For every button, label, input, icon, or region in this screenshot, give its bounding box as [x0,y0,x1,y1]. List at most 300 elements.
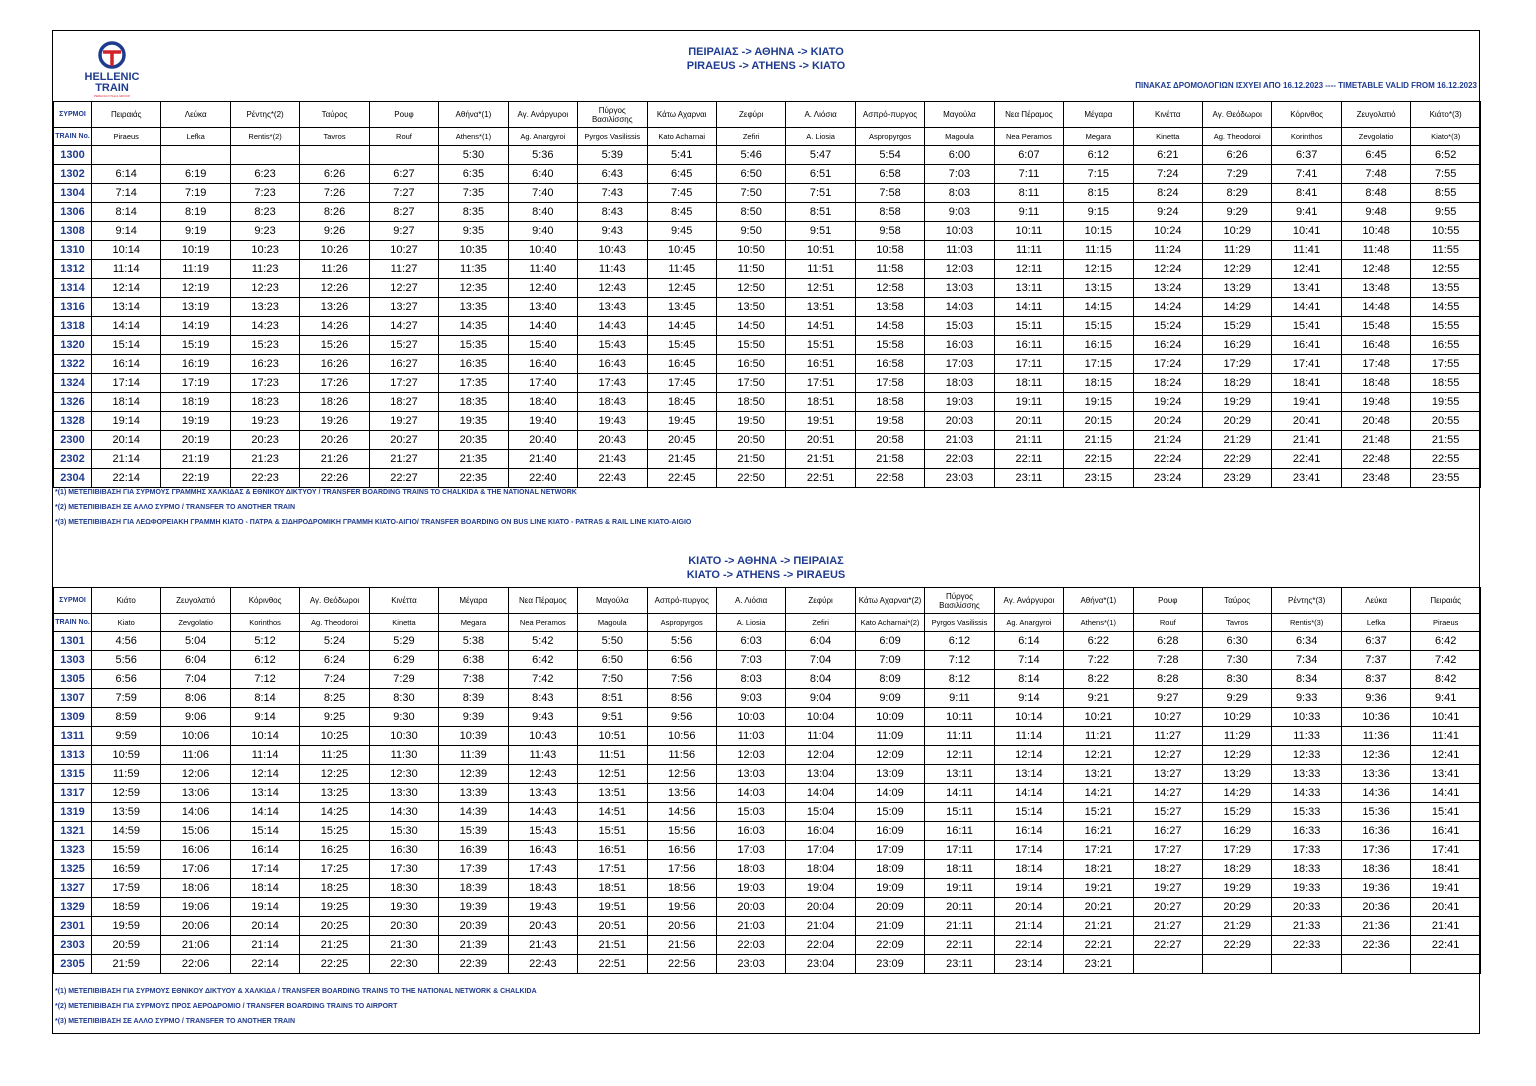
train-number: 2301 [54,917,92,936]
departure-time: 16:14 [92,355,161,374]
departure-time: 19:48 [1341,393,1410,412]
table2-title-gr: ΚΙΑΤΟ -> ΑΘΗΝΑ -> ΠΕΙΡΑΙΑΣ [688,555,844,567]
station-header-greek: Αγ. Θεόδωροι [1203,102,1272,128]
departure-time: 5:42 [508,632,577,651]
departure-time: 18:48 [1341,374,1410,393]
station-header-latin: Pyrgos Vasilissis [578,128,647,146]
departure-time: 17:55 [1411,355,1481,374]
departure-time: 20:24 [1133,412,1202,431]
departure-time: 7:03 [716,651,785,670]
departure-time: 9:26 [300,222,369,241]
departure-time: 14:41 [1411,784,1481,803]
departure-time: 13:39 [439,784,508,803]
table-row [54,165,1481,184]
departure-time: 10:51 [786,241,855,260]
departure-time: 7:04 [161,670,230,689]
departure-time: 17:59 [92,879,161,898]
departure-time: 6:35 [439,165,508,184]
departure-time: 6:38 [439,651,508,670]
station-header-greek: Ρέντης*(3) [1272,588,1341,614]
table-row [54,317,1481,336]
table-row [54,898,1481,917]
departure-time: 8:15 [1064,184,1133,203]
departure-time: 13:51 [786,298,855,317]
departure-time: 10:43 [578,241,647,260]
departure-time: 22:55 [1411,450,1481,469]
station-header-latin: Magoula [578,614,647,632]
departure-time: 5:24 [300,632,369,651]
departure-time: 9:03 [925,203,994,222]
departure-time: 16:36 [1341,822,1410,841]
departure-time: 18:14 [230,879,299,898]
departure-time: 6:12 [1064,146,1133,165]
departure-time: 15:27 [1133,803,1202,822]
departure-time: 12:59 [92,784,161,803]
departure-time: 16:43 [578,355,647,374]
departure-time: 13:04 [786,765,855,784]
departure-time: 15:55 [1411,317,1481,336]
train-number: 1312 [54,260,92,279]
departure-time: 13:45 [647,298,716,317]
departure-time: 12:19 [161,279,230,298]
departure-time: 10:21 [1064,708,1133,727]
departure-time: 15:51 [786,336,855,355]
departure-time: 15:04 [786,803,855,822]
departure-time: 20:41 [1272,412,1341,431]
departure-time: 18:03 [716,860,785,879]
departure-time: 10:29 [1203,708,1272,727]
station-header-greek: Ρέντης*(2) [230,102,299,128]
departure-time: 19:30 [369,898,438,917]
departure-time: 18:51 [786,393,855,412]
departure-time: 22:48 [1341,450,1410,469]
departure-time: 10:51 [578,727,647,746]
departure-time: 11:14 [92,260,161,279]
departure-time: 21:26 [300,450,369,469]
station-header-latin: Aspropyrgos [647,614,716,632]
departure-time: 13:26 [300,298,369,317]
departure-time: 19:15 [1064,393,1133,412]
departure-time: 15:30 [369,822,438,841]
departure-time: 16:55 [1411,336,1481,355]
departure-time: 22:03 [716,936,785,955]
departure-time: 16:51 [578,841,647,860]
departure-time: 21:35 [439,450,508,469]
departure-time: 16:29 [1203,822,1272,841]
departure-time: 6:34 [1272,632,1341,651]
departure-time: 7:58 [855,184,924,203]
table-row [54,822,1481,841]
footnote: *(2) ΜΕΤΕΠΙΒΙΒΑΣΗ ΓΙΑ ΣΥΡΜΟΥΣ ΠΡΟΣ ΑΕΡΟΔΡΟΜΙΟ / TRANSFER BOARDING TRAINS TO AIRPORT [55,1003,398,1010]
departure-time: 7:51 [786,184,855,203]
departure-time: 13:21 [1064,765,1133,784]
departure-time: 19:14 [230,898,299,917]
departure-time: 15:03 [925,317,994,336]
departure-time: 10:45 [647,241,716,260]
departure-time: 14:36 [1341,784,1410,803]
departure-time: 6:12 [230,651,299,670]
logo-tagline: PERHOLD ITALIA GROUP [94,94,130,98]
station-header-greek: Λεύκα [1341,588,1410,614]
table-row [54,374,1481,393]
departure-time: 22:26 [300,469,369,488]
station-header-greek: Ρουφ [1133,588,1202,614]
departure-time: 6:56 [647,651,716,670]
station-header-greek: Νεα Πέραμος [994,102,1063,128]
departure-time: 9:19 [161,222,230,241]
departure-time: 23:04 [786,955,855,974]
departure-time: 10:14 [230,727,299,746]
departure-time: 8:27 [369,203,438,222]
departure-time: 15:23 [230,336,299,355]
departure-time: 20:04 [786,898,855,917]
table-row [54,632,1481,651]
departure-time: 6:14 [994,632,1063,651]
departure-time: 16:11 [994,336,1063,355]
departure-time: 22:19 [161,469,230,488]
departure-time: 10:41 [1411,708,1481,727]
departure-time: 14:45 [647,317,716,336]
departure-time: 11:06 [161,746,230,765]
departure-time: 9:58 [855,222,924,241]
departure-time: 7:48 [1341,165,1410,184]
station-header-greek: Ζεφύρι [786,588,855,614]
departure-time: 11:56 [647,746,716,765]
departure-time: 18:43 [578,393,647,412]
departure-time: 13:33 [1272,765,1341,784]
departure-time: 17:24 [1133,355,1202,374]
departure-time: 11:33 [1272,727,1341,746]
departure-time: 20:48 [1341,412,1410,431]
departure-time: 15:15 [1064,317,1133,336]
departure-time: 14:58 [855,317,924,336]
departure-time: 6:30 [1203,632,1272,651]
station-header-greek: Πειραιάς [92,102,161,128]
station-header-greek: Κόρινθος [230,588,299,614]
departure-time: 14:43 [508,803,577,822]
departure-time: 20:29 [1203,898,1272,917]
departure-time: 6:09 [855,632,924,651]
departure-time: 23:21 [1064,955,1133,974]
departure-time: 21:06 [161,936,230,955]
table-row [54,746,1481,765]
departure-time: 8:43 [508,689,577,708]
departure-time: 17:26 [300,374,369,393]
departure-time: 16:14 [994,822,1063,841]
departure-time: 11:30 [369,746,438,765]
departure-time: 11:25 [300,746,369,765]
departure-time: 16:30 [369,841,438,860]
departure-time: 9:39 [439,708,508,727]
train-number: 2300 [54,431,92,450]
departure-time: 21:39 [439,936,508,955]
station-header-greek: Κινέττα [1133,102,1202,128]
departure-time: 21:14 [230,936,299,955]
station-header-latin: Zefiri [716,128,785,146]
departure-time: 7:24 [300,670,369,689]
departure-time: 10:58 [855,241,924,260]
logo-name-2: TRAIN [95,82,129,94]
station-header-latin: A. Liosia [716,614,785,632]
train-number: 2304 [54,469,92,488]
departure-time: 6:26 [300,165,369,184]
train-number: 1328 [54,412,92,431]
departure-time: 11:35 [439,260,508,279]
departure-time: 16:03 [716,822,785,841]
train-number: 1309 [54,708,92,727]
departure-time: 11:24 [1133,241,1202,260]
table-row [54,708,1481,727]
departure-time: 17:43 [508,860,577,879]
departure-time: 16:24 [1133,336,1202,355]
departure-time: 7:42 [508,670,577,689]
train-number: 1325 [54,860,92,879]
departure-time: 21:14 [92,450,161,469]
departure-time: 16:56 [647,841,716,860]
departure-time: 9:25 [300,708,369,727]
departure-time: 6:42 [508,651,577,670]
table-row [54,279,1481,298]
departure-time [92,146,161,165]
departure-time: 18:21 [1064,860,1133,879]
train-number: 2305 [54,955,92,974]
departure-time: 9:41 [1411,689,1481,708]
departure-time: 22:11 [994,450,1063,469]
departure-time: 20:39 [439,917,508,936]
departure-time: 7:43 [578,184,647,203]
departure-time: 9:35 [439,222,508,241]
departure-time: 18:58 [855,393,924,412]
table2-notes [55,988,537,1033]
station-header-latin: Tavros [1203,614,1272,632]
departure-time: 18:43 [508,879,577,898]
departure-time: 20:23 [230,431,299,450]
departure-time: 6:56 [92,670,161,689]
departure-time: 7:37 [1341,651,1410,670]
departure-time: 19:27 [1133,879,1202,898]
train-number: 1319 [54,803,92,822]
table-row [54,936,1481,955]
footnote: *(2) ΜΕΤΕΠΙΒΙΒΑΣΗ ΣΕ ΑΛΛΟ ΣΥΡΜΟ / TRANSFER TO ANOTHER TRAIN [55,504,296,511]
departure-time: 23:48 [1341,469,1410,488]
departure-time: 14:25 [300,803,369,822]
departure-time: 9:59 [92,727,161,746]
train-number: 1316 [54,298,92,317]
validity-note: ΠΙΝΑΚΑΣ ΔΡΟΜΟΛΟΓΙΩΝ ΙΣΧΥΕΙ ΑΠΟ 16.12.2023 ---- TIMETABLE VALID FROM 16.12.2023 [1135,81,1477,90]
departure-time: 22:14 [230,955,299,974]
table2-title-en: KIATO -> ATHENS -> PIRAEUS [686,569,846,581]
departure-time: 8:03 [925,184,994,203]
departure-time: 7:59 [92,689,161,708]
departure-time: 14:15 [1064,298,1133,317]
departure-time: 10:30 [369,727,438,746]
departure-time: 19:59 [92,917,161,936]
departure-time: 16:35 [439,355,508,374]
departure-time: 6:00 [925,146,994,165]
departure-time: 19:09 [855,879,924,898]
departure-time: 9:06 [161,708,230,727]
departure-time: 14:48 [1341,298,1410,317]
departure-time: 17:15 [1064,355,1133,374]
departure-time: 6:04 [161,651,230,670]
departure-time: 6:26 [1203,146,1272,165]
departure-time: 16:29 [1203,336,1272,355]
departure-time: 21:41 [1272,431,1341,450]
departure-time: 21:23 [230,450,299,469]
departure-time: 20:51 [786,431,855,450]
table2-title [53,554,1479,582]
departure-time: 16:03 [925,336,994,355]
departure-time: 22:21 [1064,936,1133,955]
station-header-latin: Korinthos [230,614,299,632]
departure-time: 22:58 [855,469,924,488]
departure-time: 10:33 [1272,708,1341,727]
departure-time: 17:41 [1411,841,1481,860]
departure-time: 5:47 [786,146,855,165]
station-header-latin: Nea Peramos [994,128,1063,146]
departure-time: 14:21 [1064,784,1133,803]
departure-time: 10:50 [716,241,785,260]
departure-time: 22:43 [578,469,647,488]
departure-time: 18:51 [578,879,647,898]
departure-time: 12:56 [647,765,716,784]
departure-time: 11:09 [855,727,924,746]
departure-time: 8:35 [439,203,508,222]
departure-time: 16:43 [508,841,577,860]
departure-time: 6:50 [716,165,785,184]
departure-time: 18:15 [1064,374,1133,393]
departure-time: 7:56 [647,670,716,689]
departure-time: 6:43 [578,165,647,184]
table-row [54,879,1481,898]
departure-time: 23:24 [1133,469,1202,488]
table1-title [53,45,1479,73]
departure-time: 14:27 [1133,784,1202,803]
departure-time: 22:51 [786,469,855,488]
departure-time [1203,955,1272,974]
departure-time: 19:41 [1411,879,1481,898]
departure-time: 11:14 [994,727,1063,746]
departure-time: 11:59 [92,765,161,784]
station-header-latin: Ag. Theodoroi [300,614,369,632]
departure-time: 10:55 [1411,222,1481,241]
departure-time: 14:11 [994,298,1063,317]
departure-time: 12:29 [1203,746,1272,765]
departure-time: 7:41 [1272,165,1341,184]
departure-time: 8:09 [855,670,924,689]
departure-time: 5:50 [578,632,647,651]
departure-time [161,146,230,165]
departure-time: 10:06 [161,727,230,746]
departure-time: 15:29 [1203,317,1272,336]
departure-time: 8:25 [300,689,369,708]
departure-time: 17:09 [855,841,924,860]
station-header-greek: Πύργος Βασιλίσσης [925,588,994,614]
departure-time: 18:41 [1411,860,1481,879]
departure-time: 18:45 [647,393,716,412]
departure-time: 21:27 [1133,917,1202,936]
train-number: 1302 [54,165,92,184]
departure-time: 12:41 [1272,260,1341,279]
departure-time: 13:15 [1064,279,1133,298]
departure-time: 8:14 [92,203,161,222]
departure-time: 7:26 [300,184,369,203]
table-row [54,393,1481,412]
departure-time: 7:24 [1133,165,1202,184]
departure-time: 5:56 [647,632,716,651]
departure-time: 8:50 [716,203,785,222]
departure-time: 14:03 [716,784,785,803]
departure-time: 8:48 [1341,184,1410,203]
departure-time: 16:39 [439,841,508,860]
departure-time: 14:27 [369,317,438,336]
departure-time: 12:27 [1133,746,1202,765]
departure-time: 14:23 [230,317,299,336]
departure-time: 20:40 [508,431,577,450]
departure-time: 9:55 [1411,203,1481,222]
departure-time [1133,955,1202,974]
departure-time [300,146,369,165]
station-header-latin: Ag. Theodoroi [1203,128,1272,146]
departure-time: 21:03 [925,431,994,450]
departure-time: 8:30 [1203,670,1272,689]
table-row [54,260,1481,279]
departure-time: 18:36 [1341,860,1410,879]
departure-time: 9:43 [508,708,577,727]
train-label-latin: TRAIN No. [54,128,92,146]
departure-time: 9:51 [786,222,855,241]
departure-time: 16:21 [1064,822,1133,841]
departure-time: 21:50 [716,450,785,469]
departure-time: 7:35 [439,184,508,203]
table-row [54,689,1481,708]
departure-time: 17:50 [716,374,785,393]
table-row [54,146,1481,165]
departure-time: 8:42 [1411,670,1481,689]
departure-time: 11:04 [786,727,855,746]
train-number: 1304 [54,184,92,203]
table-row [54,917,1481,936]
train-number: 1301 [54,632,92,651]
train-number: 1311 [54,727,92,746]
departure-time: 23:41 [1272,469,1341,488]
departure-time: 14:51 [578,803,647,822]
departure-time: 13:27 [369,298,438,317]
departure-time: 16:27 [1133,822,1202,841]
departure-time: 8:14 [994,670,1063,689]
departure-time: 13:06 [161,784,230,803]
departure-time: 12:35 [439,279,508,298]
train-number: 1317 [54,784,92,803]
train-number: 1318 [54,317,92,336]
departure-time: 6:28 [1133,632,1202,651]
departure-time: 22:14 [92,469,161,488]
departure-time: 7:30 [1203,651,1272,670]
departure-time: 21:59 [92,955,161,974]
train-number: 1306 [54,203,92,222]
footnote: *(1) ΜΕΤΕΠΙΒΙΒΑΣΗ ΓΙΑ ΣΥΡΜΟΥΣ ΓΡΑΜΜΗΣ ΧΑΛΚΙΔΑΣ & ΕΘΝΙΚΟΥ ΔΙΚΤΥΟΥ / TRANSFER BOARDING TRAINS TO CHALKIDA & THE NATIONAL NETWORK [55,489,577,496]
departure-time: 4:56 [92,632,161,651]
departure-time: 15:35 [439,336,508,355]
departure-time: 17:14 [230,860,299,879]
station-header-latin: Megara [439,614,508,632]
departure-time: 8:24 [1133,184,1202,203]
departure-time: 8:28 [1133,670,1202,689]
departure-time: 13:56 [647,784,716,803]
departure-time: 9:11 [925,689,994,708]
station-header-greek: Ασπρό-πυργος [855,102,924,128]
departure-time: 15:11 [925,803,994,822]
